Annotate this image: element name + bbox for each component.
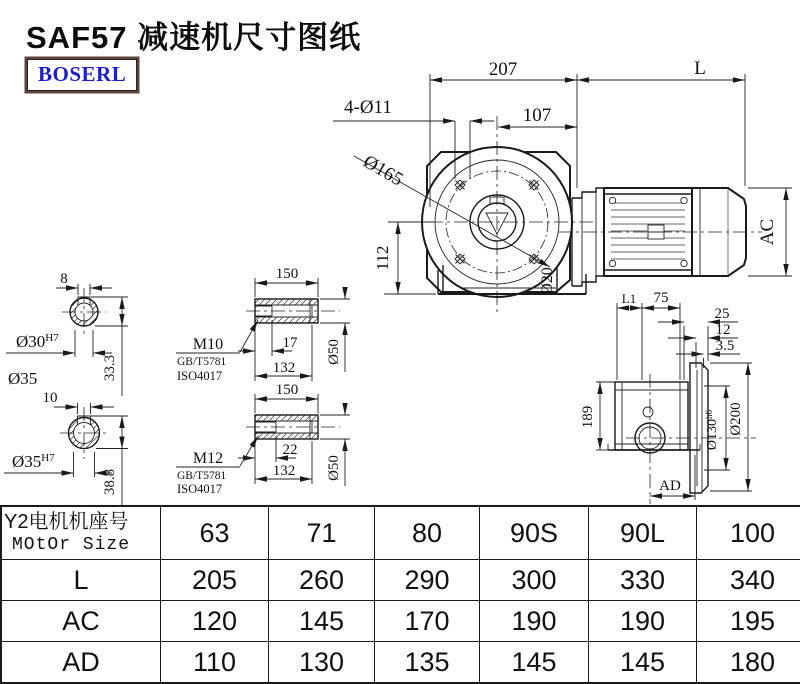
dim-ac: AC bbox=[757, 218, 778, 246]
label-od-35: Ø35 bbox=[8, 369, 38, 388]
dim-key-width-10: 10 bbox=[42, 390, 58, 406]
dim-4xd11: 4-Ø11 bbox=[344, 97, 392, 118]
dim-3-5: 3.5 bbox=[715, 338, 735, 354]
label-std-iso-b: ISO4017 bbox=[177, 482, 223, 496]
cell-AC-63: 120 bbox=[161, 601, 269, 642]
cell-AD-90s: 145 bbox=[480, 642, 589, 684]
table-row-L bbox=[1, 560, 800, 601]
dim-bore-30: $Ø30^{H7}$ bbox=[16, 332, 59, 351]
dim-l1: L1 bbox=[621, 291, 637, 306]
dim-150-b: 150 bbox=[275, 382, 299, 398]
cell-AD-71: 130 bbox=[269, 642, 375, 684]
dim-flange-165: Ø165 bbox=[359, 151, 407, 191]
shaft30-section bbox=[6, 271, 128, 396]
table-row-AD bbox=[1, 642, 800, 684]
cell-AC-90s: 190 bbox=[480, 601, 589, 642]
dim-132-a: 132 bbox=[272, 360, 296, 376]
dim-L: L bbox=[694, 58, 706, 79]
col-71: 71 bbox=[269, 506, 375, 560]
dim-25: 25 bbox=[714, 306, 730, 322]
dim-20: Ø20 bbox=[539, 267, 556, 295]
col-63: 63 bbox=[161, 506, 269, 560]
dim-key-depth-38-8: 38.8 bbox=[102, 468, 118, 496]
row-label-AC: AC bbox=[1, 601, 161, 642]
dim-12: 12 bbox=[715, 322, 731, 338]
dim-75: 75 bbox=[653, 290, 669, 306]
table-header-cell bbox=[1, 506, 161, 560]
dim-200: Ø200 bbox=[728, 402, 744, 436]
col-80: 80 bbox=[375, 506, 480, 560]
main-view bbox=[333, 58, 792, 316]
flange-side-view bbox=[580, 290, 756, 504]
row-label-AD: AD bbox=[1, 642, 161, 684]
label-std-gbt-b: GB/T5781 bbox=[177, 470, 227, 482]
dim-od-50-a: Ø50 bbox=[326, 339, 342, 365]
shaft35-side bbox=[176, 382, 350, 496]
cell-AD-100: 180 bbox=[697, 642, 800, 684]
motor-size-table-wrap bbox=[0, 505, 800, 684]
brand-logo-text: BOSERL bbox=[38, 62, 127, 86]
dim-ad: AD bbox=[659, 478, 681, 494]
dim-112: 112 bbox=[373, 245, 392, 271]
table-header-row bbox=[1, 506, 800, 560]
dim-bore-35: $Ø35^{H7}$ bbox=[12, 452, 55, 471]
table-header-en: MOtOr Size bbox=[12, 535, 131, 555]
dim-130: $Ø130^{h6}$ bbox=[704, 409, 720, 451]
cell-L-71: 260 bbox=[269, 560, 375, 601]
cell-L-63: 205 bbox=[161, 560, 269, 601]
cell-AC-100: 195 bbox=[697, 601, 800, 642]
cell-AC-71: 145 bbox=[269, 601, 375, 642]
dim-od-50-b: Ø50 bbox=[326, 455, 342, 481]
cell-AC-80: 170 bbox=[375, 601, 480, 642]
cell-AD-80: 135 bbox=[375, 642, 480, 684]
dim-key-depth-33-3: 33.3 bbox=[102, 354, 118, 382]
cell-AC-90l: 190 bbox=[589, 601, 697, 642]
dim-132-b: 132 bbox=[272, 463, 296, 479]
table-row-AC bbox=[1, 601, 800, 642]
table-header-cn: Y2电机机座号 bbox=[4, 511, 129, 533]
label-thread-m10: M10 bbox=[192, 336, 224, 353]
dim-207: 207 bbox=[488, 59, 518, 80]
page-title: SAF57 减速机尺寸图纸 bbox=[26, 20, 362, 55]
shaft35-section bbox=[4, 390, 128, 505]
label-std-gbt-a: GB/T5781 bbox=[177, 356, 227, 368]
cell-L-90s: 300 bbox=[480, 560, 589, 601]
label-std-iso-a: ISO4017 bbox=[177, 369, 223, 383]
shaft30-side bbox=[176, 266, 350, 383]
cell-AD-90l: 145 bbox=[589, 642, 697, 684]
dim-189: 189 bbox=[580, 405, 596, 429]
cell-L-100: 340 bbox=[697, 560, 800, 601]
dim-17: 17 bbox=[282, 335, 298, 351]
dim-107: 107 bbox=[522, 105, 552, 126]
dim-key-width-8: 8 bbox=[60, 271, 68, 287]
dim-150-a: 150 bbox=[275, 266, 299, 282]
col-90l: 90L bbox=[589, 506, 697, 560]
cell-L-90l: 330 bbox=[589, 560, 697, 601]
cell-L-80: 290 bbox=[375, 560, 480, 601]
row-label-L: L bbox=[1, 560, 161, 601]
motor-size-table bbox=[0, 505, 800, 684]
label-thread-m12: M12 bbox=[192, 450, 224, 467]
col-90s: 90S bbox=[480, 506, 589, 560]
dim-22: 22 bbox=[282, 442, 298, 458]
col-100: 100 bbox=[697, 506, 800, 560]
cell-AD-63: 110 bbox=[161, 642, 269, 684]
